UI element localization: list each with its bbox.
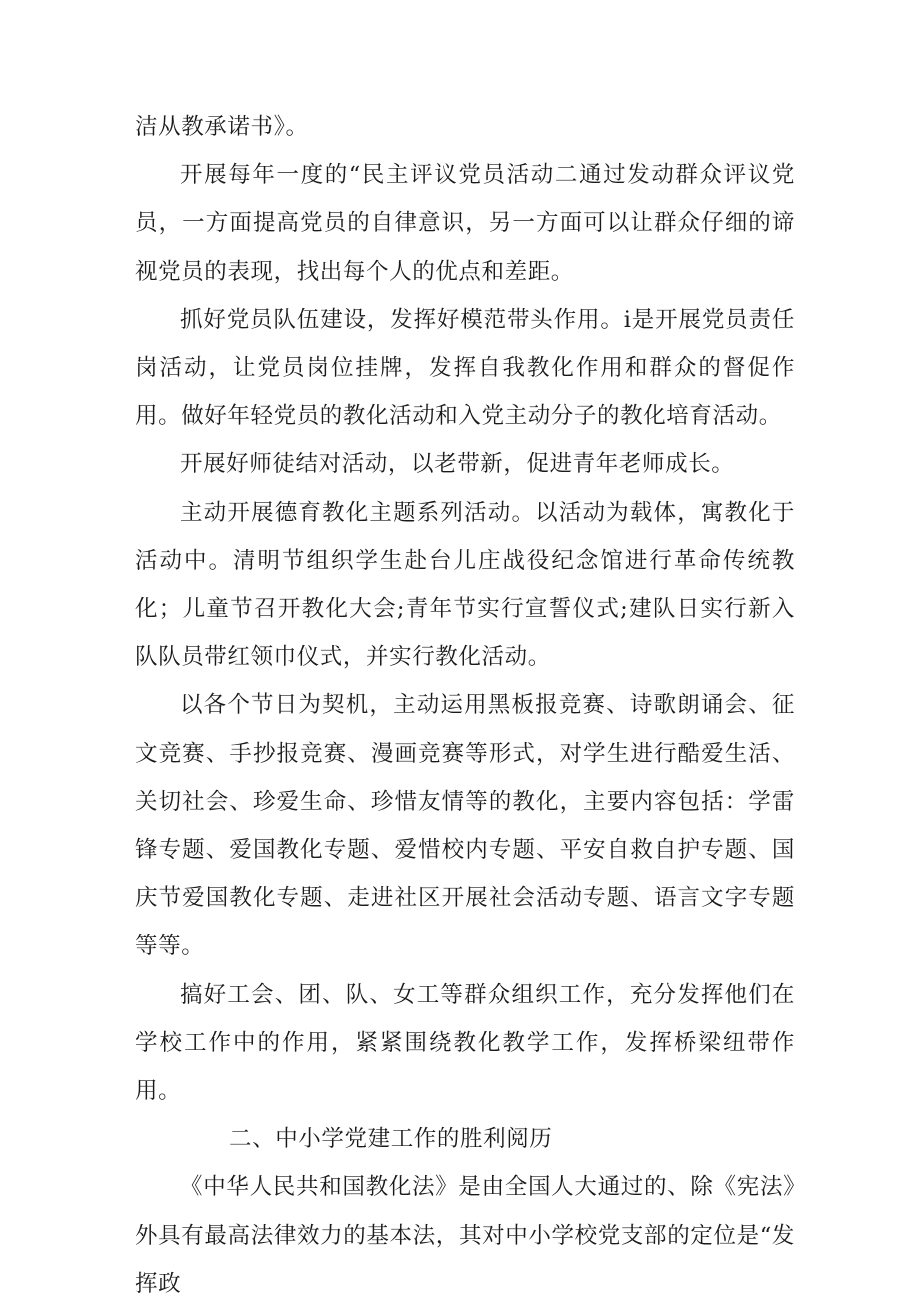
paragraph-democratic-review: 开展每年一度的“民主评议党员活动二通过发动群众评议党员，一方面提高党员的自律意识，另一方面可以让群众仔细的谛视党员的表现，找出每个人的优点和差距。 xyxy=(135,162,795,285)
paragraph-continuation: 洁从教承诺书》。 xyxy=(135,114,309,140)
paragraph-education-law: 《中华人民共和国教化法》是由全国人大通过的、除《宪法》外具有最高法律效力的基本法，其对中小学校党支部的定位是“发挥政 xyxy=(135,1174,795,1297)
paragraph-festival-activities: 以各个节日为契机，主动运用黑板报竞赛、诗歌朗诵会、征文竞赛、手抄报竞赛、漫画竞赛等形式，对学生进行酷爱生活、关切社会、珍爱生命、珍惜友情等的教化，主要内容包括：学雷锋专题、爱国教化专题、爱惜校内专题、平安自救自护专题、国庆节爱国教化专题、走进社区开展社会活动专题、语言文字专题等等。 xyxy=(135,692,795,960)
paragraph-mentoring: 开展好师徒结对活动，以老带新，促进青年老师成长。 xyxy=(180,451,735,478)
document-body xyxy=(135,103,795,1308)
section-heading: 二、中小学党建工作的胜利阅历 xyxy=(229,1126,553,1153)
paragraph-team-building: 抓好党员队伍建设，发挥好模范带头作用。i是开展党员责任岗活动，让党员岗位挂牌，发挥自我教化作用和群众的督促作用。做好年轻党员的教化活动和入党主动分子的教化培育活动。 xyxy=(135,306,795,430)
paragraph-moral-education: 主动开展德育教化主题系列活动。以活动为载体，寓教化于活动中。清明节组织学生赴台儿庄战役纪念馆进行革命传统教化；儿童节召开教化大会;青年节实行宣誓仪式;建队日实行新入队队员带红领巾仪式，并实行教化活动。 xyxy=(135,499,795,671)
paragraph-mass-organizations: 搞好工会、团、队、女工等群众组织工作，充分发挥他们在学校工作中的作用，紧紧围绕教化教学工作，发挥桥梁纽带作用。 xyxy=(135,981,795,1105)
